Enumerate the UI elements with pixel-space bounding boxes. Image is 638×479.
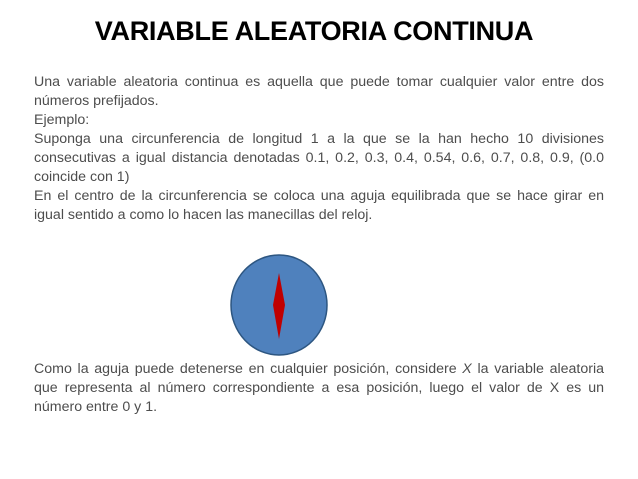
conclusion-part-1: Como la aguja puede detenerse en cualquier posición, considere	[34, 361, 463, 377]
spinner-graphic	[229, 253, 329, 357]
example-label: Ejemplo:	[34, 112, 90, 128]
conclusion-part-2: la variable aleatoria que representa al número correspondiente a esa posición, luego el valor de X es un número entre 0 y 1.	[34, 361, 605, 415]
slide-title: VARIABLE ALEATORIA CONTINUA	[94, 16, 534, 46]
spinner-dial-icon	[229, 253, 329, 357]
intro-text	[34, 73, 604, 225]
conclusion-paragraph	[34, 360, 604, 417]
definition-paragraph: Una variable aleatoria continua es aquella que puede tomar cualquier valor entre dos números prefijados.	[34, 74, 604, 109]
needle-paragraph: En el centro de la circunferencia se coloca una aguja equilibrada que se hace girar en igual sentido a como lo hacen las manecillas del reloj.	[34, 188, 604, 223]
circumference-paragraph: Suponga una circunferencia de longitud 1 a la que se la han hecho 10 divisiones consecutivas a igual distancia denotadas 0.1, 0.2, 0.3, 0.4, 0.54, 0.6, 0.7, 0.8, 0.9, (0.0 coincide con 1)	[34, 131, 604, 185]
conclusion-text	[34, 360, 604, 417]
variable-x: X	[462, 361, 472, 377]
